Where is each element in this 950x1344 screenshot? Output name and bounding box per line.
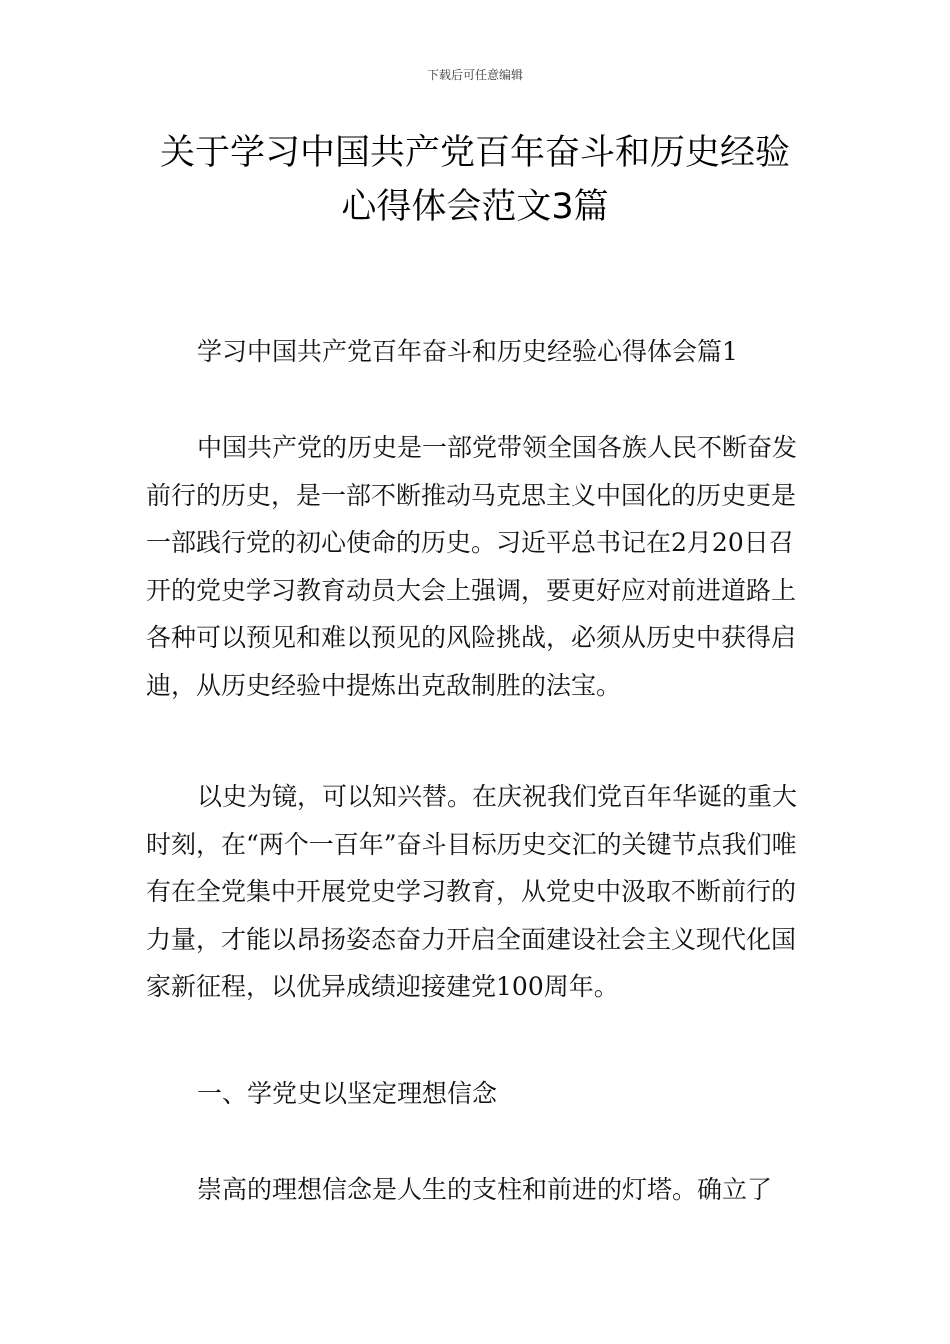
header-note: 下载后可任意编辑	[426, 68, 523, 82]
section-heading: 学习中国共产党百年奋斗和历史经验心得体会篇1	[197, 337, 738, 366]
paragraph: 以史为镜，可以知兴替。在庆祝我们党百年华诞的重大时刻，在“两个一百年”奋斗目标历史交汇的关键节点我们唯有在全党集中开展党史学习教育，从党史中汲取不断前行的力量，才能以昂扬姿态奋力开启全面建设社会主义现代化国家新征程，以优异成绩迎接建党100周年。	[146, 782, 798, 1001]
document-title	[0, 126, 950, 234]
document-title-line-1: 关于学习中国共产党百年奋斗和历史经验	[159, 133, 790, 173]
paragraph: 崇高的理想信念是人生的支柱和前进的灯塔。确立了	[197, 1175, 773, 1204]
subheading: 一、学党史以坚定理想信念	[197, 1079, 498, 1108]
document-title-line-2: 心得体会范文3篇	[341, 187, 609, 227]
paragraph: 中国共产党的历史是一部党带领全国各族人民不断奋发前行的历史，是一部不断推动马克思主义中国化的历史更是一部践行党的初心使命的历史。习近平总书记在2月20日召开的党史学习教育动员大会上强调，要更好应对前进道路上各种可以预见和难以预见的风险挑战，必须从历史中获得启迪，从历史经验中提炼出克敌制胜的法宝。	[146, 433, 798, 700]
